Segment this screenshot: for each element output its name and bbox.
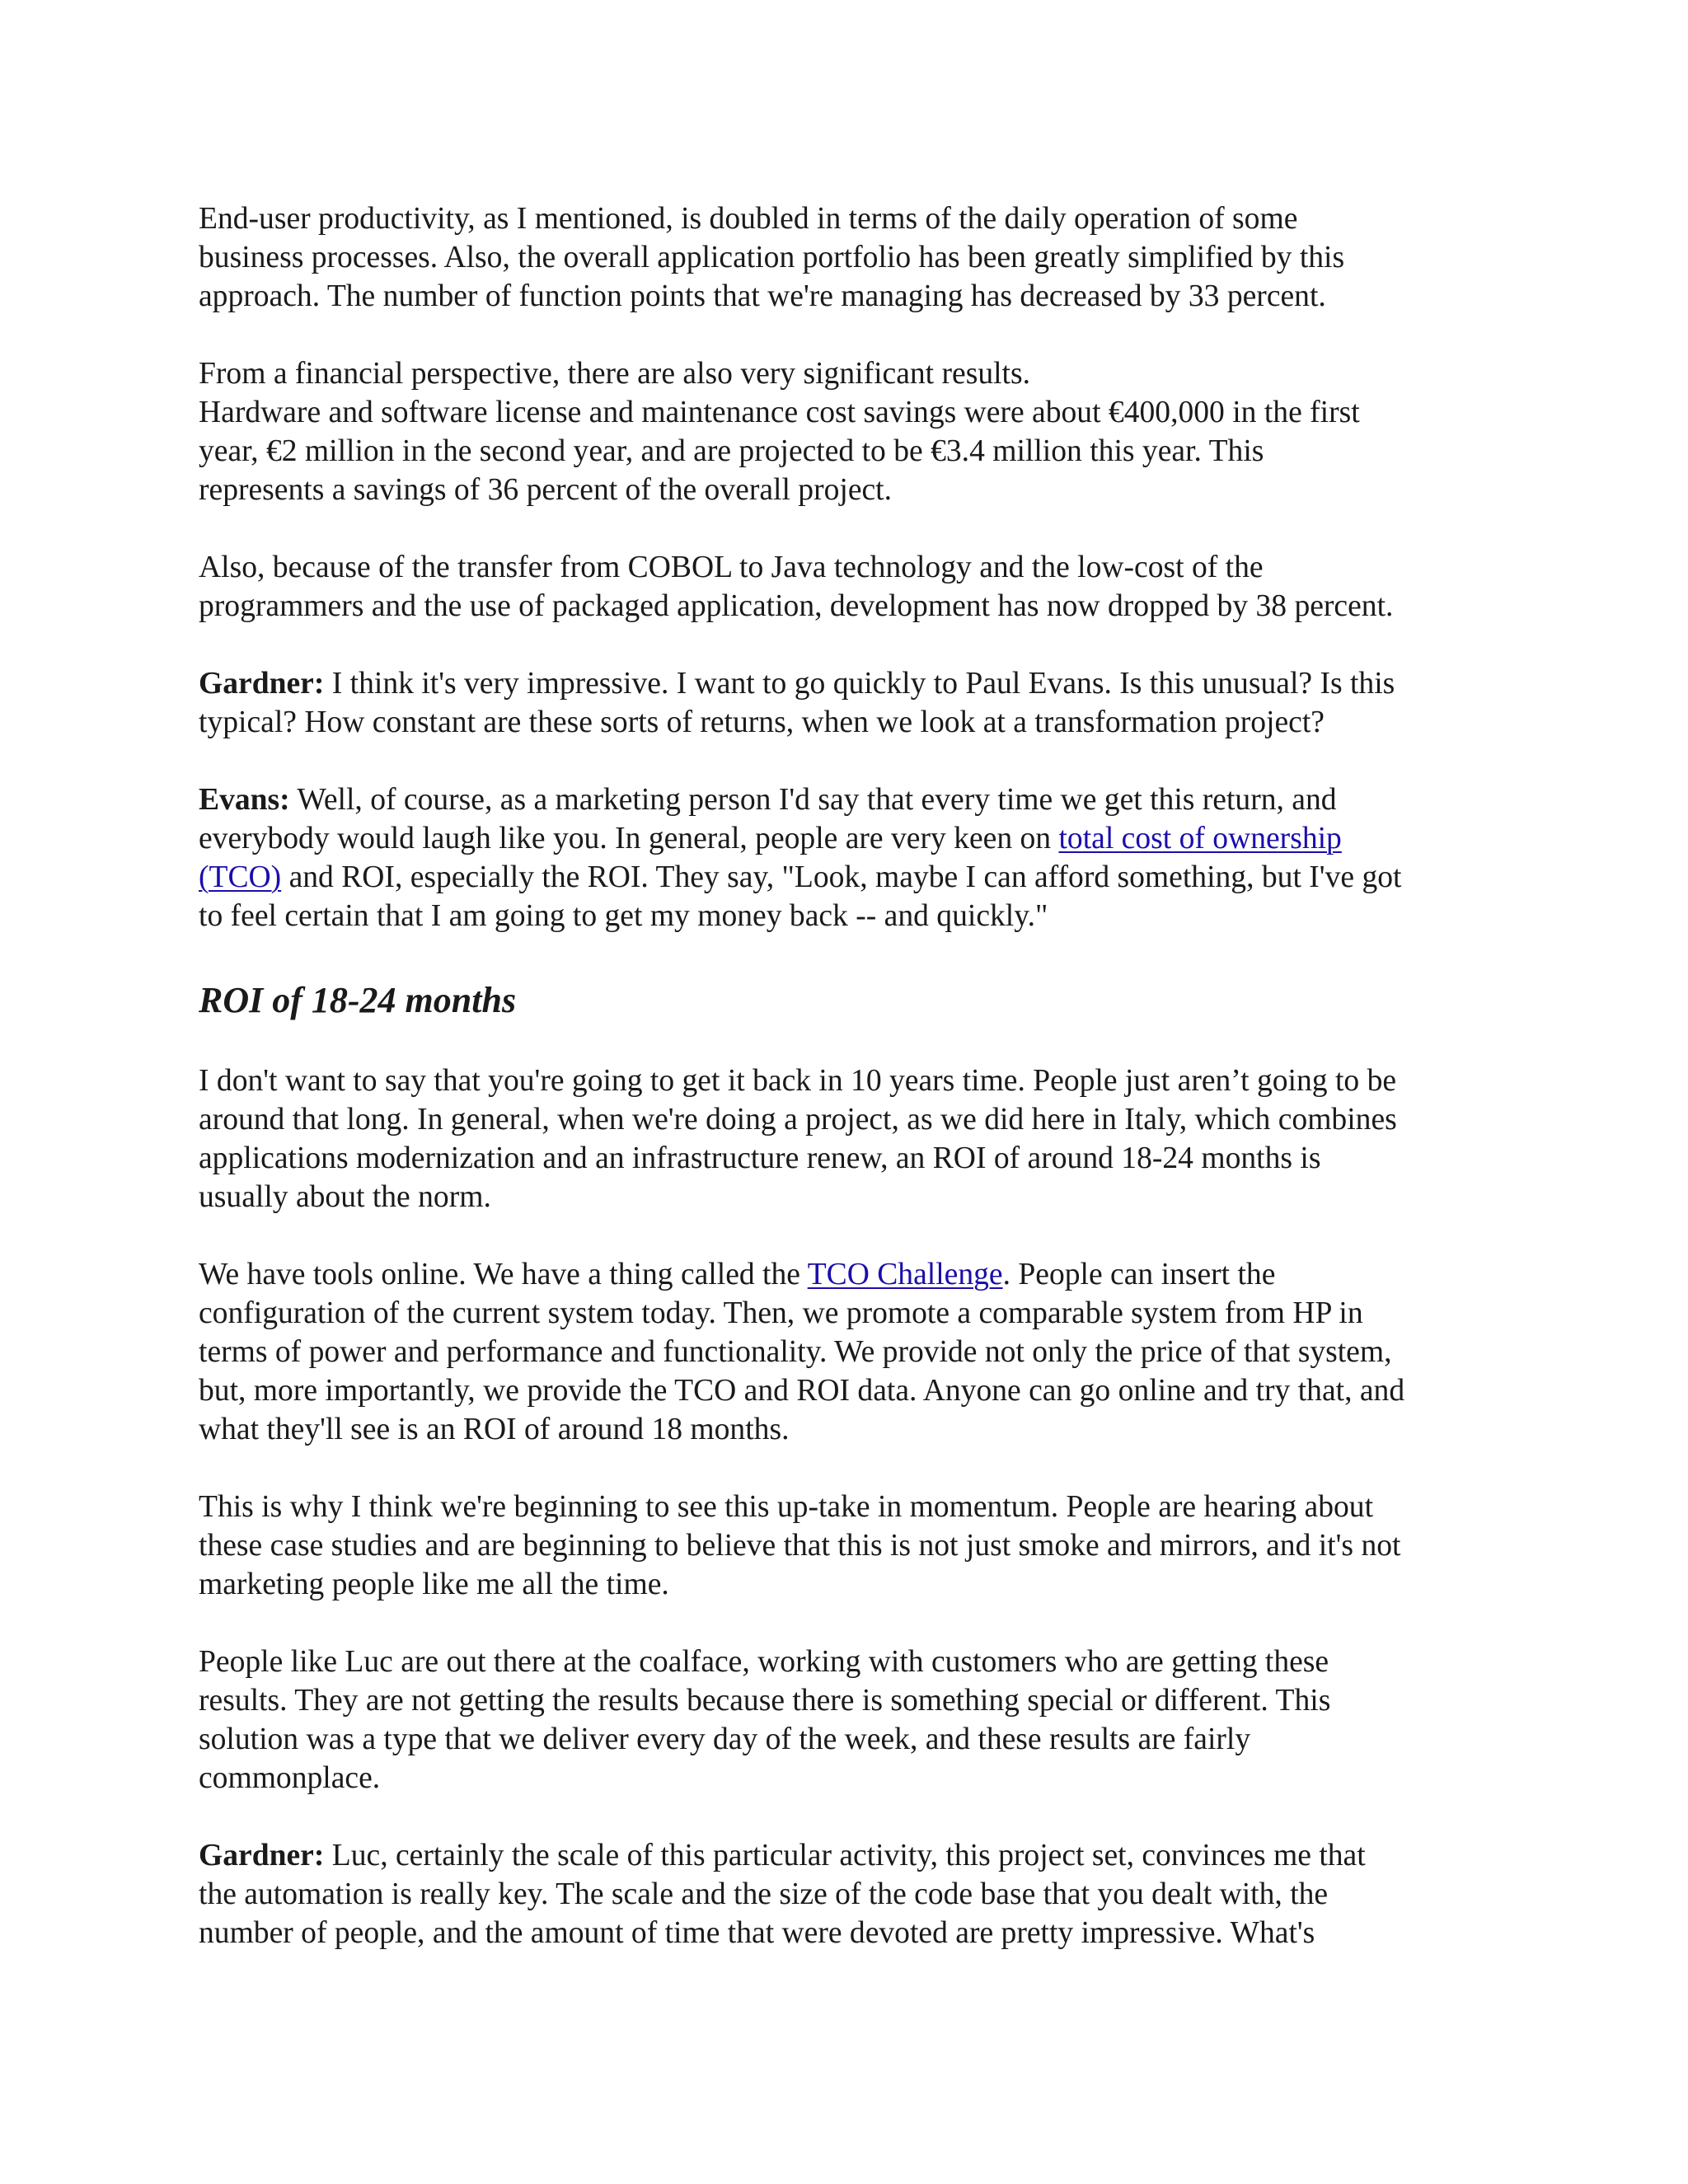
document-page [199, 199, 1501, 1952]
tco-challenge-link[interactable]: TCO Challenge [807, 1258, 1003, 1291]
paragraph-cobol-java: Also, because of the transfer from COBOL to Java technology and the low-cost of the programmers and the use of packaged application, development has now dropped by 38 percent. [199, 551, 1394, 623]
tco-link[interactable]: total cost of ownership (TCO) [199, 822, 1342, 894]
paragraph-gardner-question [199, 664, 1501, 742]
speaker-text: I think it's very impressive. I want to go quickly to Paul Evans. Is this unusual? Is this typical? How constant are these sorts of returns, when we look at a transformation project? [199, 667, 1395, 739]
paragraph-text: . People can insert the configuration of the current system today. Then, we promote a comparable system from HP in terms of power and performance and functionality. We provide not only the price of that system, but, more importantly, we provide the TCO and ROI data. Anyone can go online and try that, and what they'll see is an ROI of around 18 months. [199, 1258, 1405, 1446]
paragraph-productivity: End-user productivity, as I mentioned, is doubled in terms of the daily operation of some business processes. Also, the overall application portfolio has been greatly simplified by this approach. The number of function points that we're managing has decreased by 33 percent. [199, 202, 1345, 313]
paragraph-gardner-automation [199, 1836, 1501, 1952]
speaker-text: Luc, certainly the scale of this particular activity, this project set, convinces me that the automation is really key. The scale and the size of the code base that you dealt with, the number of people, and the amount of time that were devoted are pretty impressive. What's [199, 1839, 1366, 1950]
paragraph-financial-intro: From a financial perspective, there are also very significant results. [199, 357, 1031, 391]
speaker-name: Gardner: [199, 1839, 325, 1872]
section-heading: ROI of 18-24 months [199, 980, 517, 1020]
paragraph-roi-norm: I don't want to say that you're going to get it back in 10 years time. People just aren’t going to be around that long. In general, when we're doing a project, as we did here in Italy, which combines applications modernization and an infrastructure renew, an ROI of around 18-24 months is usually about the norm. [199, 1064, 1397, 1214]
paragraph-tco-challenge [199, 1255, 1501, 1449]
speaker-name: Evans: [199, 783, 290, 817]
speaker-text: Well, of course, as a marketing person I'd say that every time we get this return, and everybody would laugh like you. In general, people are very keen on [199, 783, 1337, 855]
paragraph-coalface: People like Luc are out there at the coalface, working with customers who are getting these results. They are not getting the results because there is something special or different. This solution was a type that we deliver every day of the week, and these results are fairly commonplace. [199, 1645, 1331, 1795]
paragraph-text: We have tools online. We have a thing called the [199, 1258, 808, 1291]
speaker-name: Gardner: [199, 667, 325, 701]
speaker-text: and ROI, especially the ROI. They say, "Look, maybe I can afford something, but I've got to feel certain that I am going to get my money back -- and quickly." [199, 860, 1402, 933]
paragraph-evans-answer [199, 780, 1501, 935]
paragraph-cost-savings: Hardware and software license and maintenance cost savings were about €400,000 in the first year, €2 million in the second year, and are projected to be €3.4 million this year. This represents a savings of 36 percent of the overall project. [199, 396, 1360, 507]
paragraph-momentum: This is why I think we're beginning to see this up-take in momentum. People are hearing about these case studies and are beginning to believe that this is not just smoke and mirrors, and it's not marketing people like me all the time. [199, 1490, 1401, 1601]
